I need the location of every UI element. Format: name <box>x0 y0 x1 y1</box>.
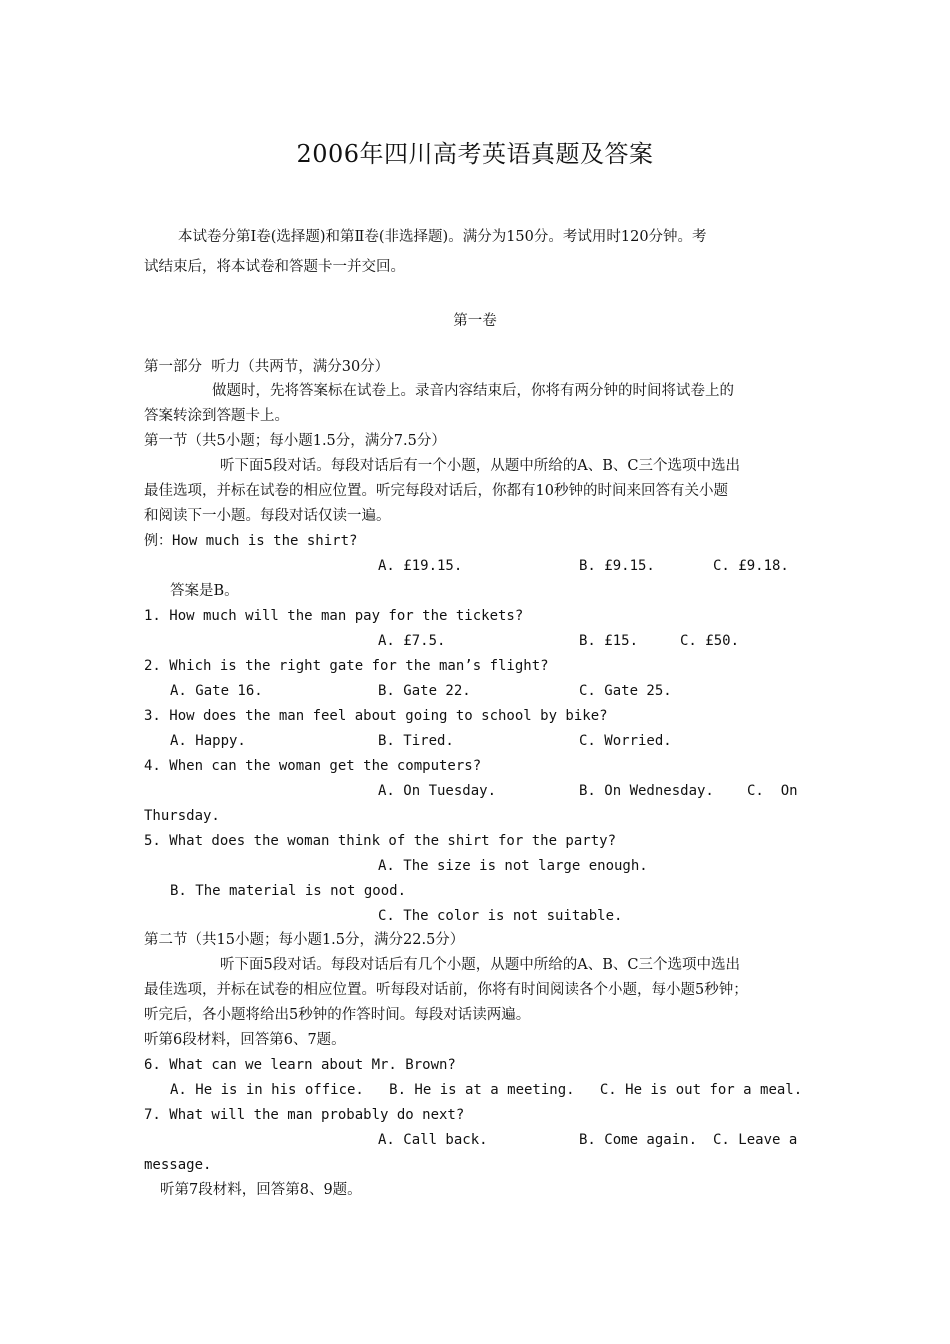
section2-instruction-1: 听下面5段对话。每段对话后有几个小题，从题中所给的A、B、C三个选项中选出 <box>220 957 740 973</box>
section2-instruction-2: 最佳选项，并标在试卷的相应位置。听每段对话前，你将有时间阅读各个小题，每小题5秒钟； <box>144 982 748 998</box>
material-6-heading: 听第6段材料，回答第6、7题。 <box>144 1032 346 1048</box>
q1-option-a: A. £7.5. <box>378 633 446 649</box>
q2-option-b: B. Gate 22. <box>378 683 471 699</box>
q5-option-c: C. The color is not suitable. <box>378 908 623 924</box>
section1-instruction-3: 和阅读下一小题。每段对话仅读一遍。 <box>144 508 391 524</box>
q3-option-a: A. Happy. <box>170 733 246 749</box>
part1-instruction-1: 做题时，先将答案标在试卷上。录音内容结束后，你将有两分钟的时间将试卷上的 <box>212 383 734 399</box>
example-question: 例：How much is the shirt? <box>144 533 358 549</box>
example-option-b: B. £9.15. <box>579 558 655 574</box>
example-option-c: C. £9.18. <box>713 558 789 574</box>
part1-instruction-2: 答案转涂到答题卡上。 <box>144 408 289 424</box>
q4-option-c: C. On <box>747 783 798 799</box>
q2-option-c: C. Gate 25. <box>579 683 672 699</box>
example-option-a: A. £19.15. <box>378 558 463 574</box>
q7-option-c-wrap: message. <box>144 1157 212 1173</box>
question-5: 5. What does the woman think of the shirt for the party? <box>144 833 617 849</box>
q4-option-b: B. On Wednesday. <box>579 783 714 799</box>
part1-heading: 第一部分 听力（共两节，满分30分） <box>144 359 390 375</box>
question-7: 7. What will the man probably do next? <box>144 1107 465 1123</box>
q2-option-a: A. Gate 16. <box>170 683 263 699</box>
question-3: 3. How does the man feel about going to school by bike? <box>144 708 608 724</box>
intro-line-1: 本试卷分第Ⅰ卷(选择题)和第Ⅱ卷(非选择题)。满分为150分。考试用时120分钟。考 <box>178 229 707 245</box>
q7-option-a: A. Call back. <box>378 1132 488 1148</box>
q5-option-b: B. The material is not good. <box>170 883 407 899</box>
section2-instruction-3: 听完后，各小题将给出5秒钟的作答时间。每段对话读两遍。 <box>144 1007 531 1023</box>
q3-option-c: C. Worried. <box>579 733 672 749</box>
material-7-heading: 听第7段材料，回答第8、9题。 <box>160 1182 362 1198</box>
q5-option-a: A. The size is not large enough. <box>378 858 648 874</box>
example-answer: 答案是B。 <box>170 583 239 599</box>
question-1: 1. How much will the man pay for the tickets? <box>144 608 524 624</box>
q3-option-b: B. Tired. <box>378 733 454 749</box>
section1-instruction-1: 听下面5段对话。每段对话后有一个小题，从题中所给的A、B、C三个选项中选出 <box>220 458 740 474</box>
q4-option-c-wrap: Thursday. <box>144 808 220 824</box>
intro-line-2: 试结束后，将本试卷和答题卡一并交回。 <box>144 259 405 275</box>
q7-option-c: C. Leave a <box>713 1132 798 1148</box>
page-title: 2006年四川高考英语真题及答案 <box>296 140 654 168</box>
volume-heading: 第一卷 <box>453 313 497 329</box>
question-4: 4. When can the woman get the computers? <box>144 758 482 774</box>
section1-instruction-2: 最佳选项，并标在试卷的相应位置。听完每段对话后，你都有10秒钟的时间来回答有关小题 <box>144 483 728 499</box>
q6-options: A. He is in his office. B. He is at a meeting. C. He is out for a meal. <box>170 1082 803 1098</box>
question-2: 2. Which is the right gate for the man’s flight? <box>144 658 549 674</box>
section2-heading: 第二节（共15小题；每小题1.5分，满分22.5分） <box>144 932 465 948</box>
q4-option-a: A. On Tuesday. <box>378 783 497 799</box>
q1-option-b: B. £15. <box>579 633 639 649</box>
q7-option-b: B. Come again. <box>579 1132 698 1148</box>
section1-heading: 第一节（共5小题；每小题1.5分，满分7.5分） <box>144 433 446 449</box>
q1-option-c: C. £50. <box>680 633 740 649</box>
question-6: 6. What can we learn about Mr. Brown? <box>144 1057 456 1073</box>
